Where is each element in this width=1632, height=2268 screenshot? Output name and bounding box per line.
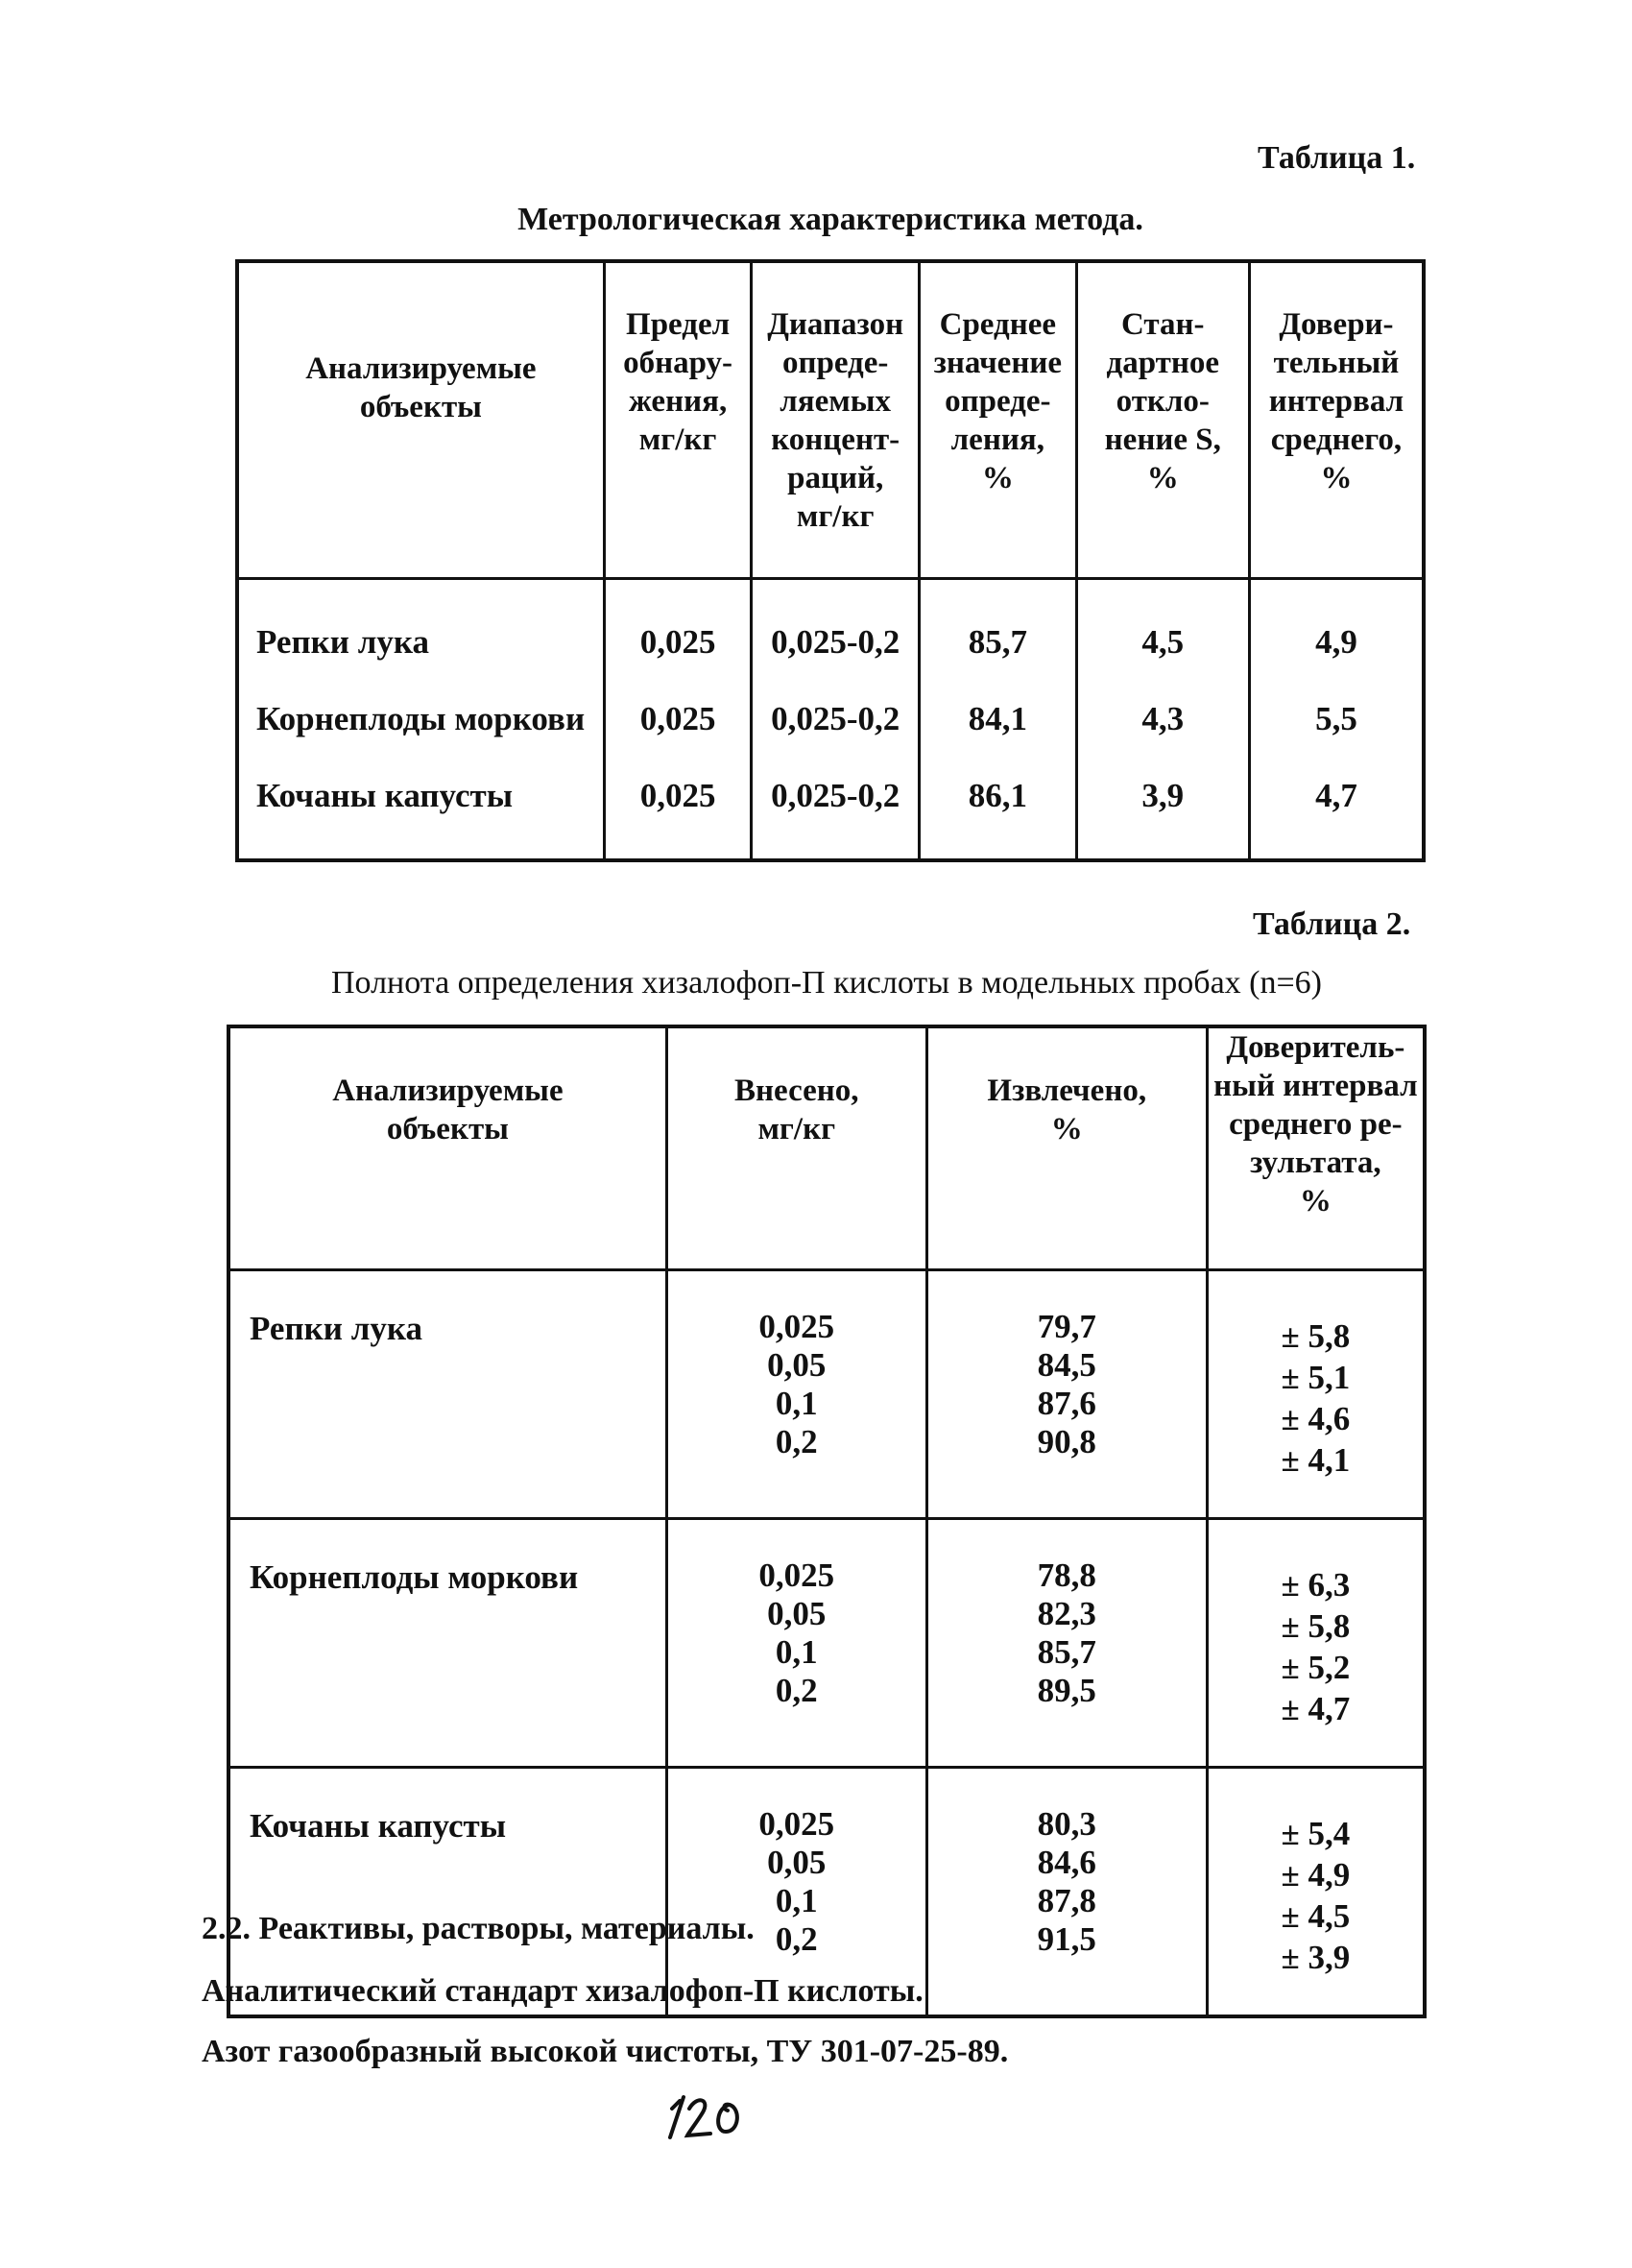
table-cell: 4,7 <box>1249 758 1424 860</box>
table-cell: 84,1 <box>919 681 1076 758</box>
table-cell: Кочаны капусты <box>228 1768 666 2017</box>
table-cell: 0,025 0,05 0,1 0,2 <box>666 1519 926 1768</box>
table-cell: Корнеплоды моркови <box>228 1519 666 1768</box>
table2-header-cell: Анализируемые объекты <box>228 1026 666 1270</box>
paragraph: Аналитический стандарт хизалофоп-П кислоты. <box>202 1973 924 2009</box>
section-heading: 2.2. Реактивы, растворы, материалы. <box>202 1911 755 1946</box>
table-cell: 79,7 84,5 87,6 90,8 <box>926 1270 1207 1519</box>
table1-header-cell: Предел обнару- жения, мг/кг <box>604 261 752 578</box>
table2 <box>227 1025 1427 2018</box>
table-cell: 0,025 0,05 0,1 0,2 <box>666 1270 926 1519</box>
table-cell: 0,025 0,05 0,1 0,2 <box>666 1768 926 2017</box>
table-cell: 86,1 <box>919 758 1076 860</box>
table-row <box>237 578 1424 681</box>
table-cell: 4,9 <box>1249 578 1424 681</box>
table-cell: Репки лука <box>237 578 604 681</box>
table1-header-cell: Стан- дартное откло- нение S, % <box>1076 261 1249 578</box>
table-row <box>228 1270 1425 1519</box>
table1-header-cell: Довери- тельный интервал среднего, % <box>1249 261 1424 578</box>
table-cell: 3,9 <box>1076 758 1249 860</box>
table-cell: 5,5 <box>1249 681 1424 758</box>
table-cell: 0,025-0,2 <box>752 681 920 758</box>
table1-header-cell: Диапазон опреде- ляемых концент- раций, мг/кг <box>752 261 920 578</box>
table-cell: 4,5 <box>1076 578 1249 681</box>
table-cell: ± 5,8 ± 5,1 ± 4,6 ± 4,1 <box>1207 1270 1425 1519</box>
table2-label: Таблица 2. <box>1253 906 1411 942</box>
table-row <box>228 1519 1425 1768</box>
table2-header-row <box>228 1026 1425 1270</box>
table-cell: 0,025 <box>604 578 752 681</box>
table-cell: 0,025 <box>604 681 752 758</box>
table1-header-cell: Среднее значение опреде- ления, % <box>919 261 1076 578</box>
paragraph: Азот газообразный высокой чистоты, ТУ 301-07-25-89. <box>202 2034 1009 2069</box>
table1-title: Метрологическая характеристика метода. <box>517 202 1143 237</box>
table-cell: Репки лука <box>228 1270 666 1519</box>
table2-header-cell: Извлечено, % <box>926 1026 1207 1270</box>
table-row <box>237 681 1424 758</box>
table-cell: 0,025-0,2 <box>752 578 920 681</box>
table-cell: 4,3 <box>1076 681 1249 758</box>
table1-header-cell: Анализируемые объекты <box>237 261 604 578</box>
table-cell: ± 5,4 ± 4,9 ± 4,5 ± 3,9 <box>1207 1768 1425 2017</box>
table1-label: Таблица 1. <box>1258 140 1416 176</box>
handwritten-page-number <box>660 2087 756 2145</box>
table2-header-cell: Доверитель- ный интервал среднего ре- зультата, % <box>1207 1026 1425 1270</box>
table-row <box>237 758 1424 860</box>
table2-title: Полнота определения хизалофоп-П кислоты в модельных пробах (n=6) <box>330 965 1322 1001</box>
table2-header-cell: Внесено, мг/кг <box>666 1026 926 1270</box>
table-cell: 0,025 <box>604 758 752 860</box>
table1 <box>235 259 1426 862</box>
table1-header-row <box>237 261 1424 578</box>
table-cell: Кочаны капусты <box>237 758 604 860</box>
table-cell: 78,8 82,3 85,7 89,5 <box>926 1519 1207 1768</box>
table-cell: 80,3 84,6 87,8 91,5 <box>926 1768 1207 2017</box>
table-cell: Корнеплоды моркови <box>237 681 604 758</box>
table-cell: 0,025-0,2 <box>752 758 920 860</box>
table-cell: ± 6,3 ± 5,8 ± 5,2 ± 4,7 <box>1207 1519 1425 1768</box>
table-cell: 85,7 <box>919 578 1076 681</box>
